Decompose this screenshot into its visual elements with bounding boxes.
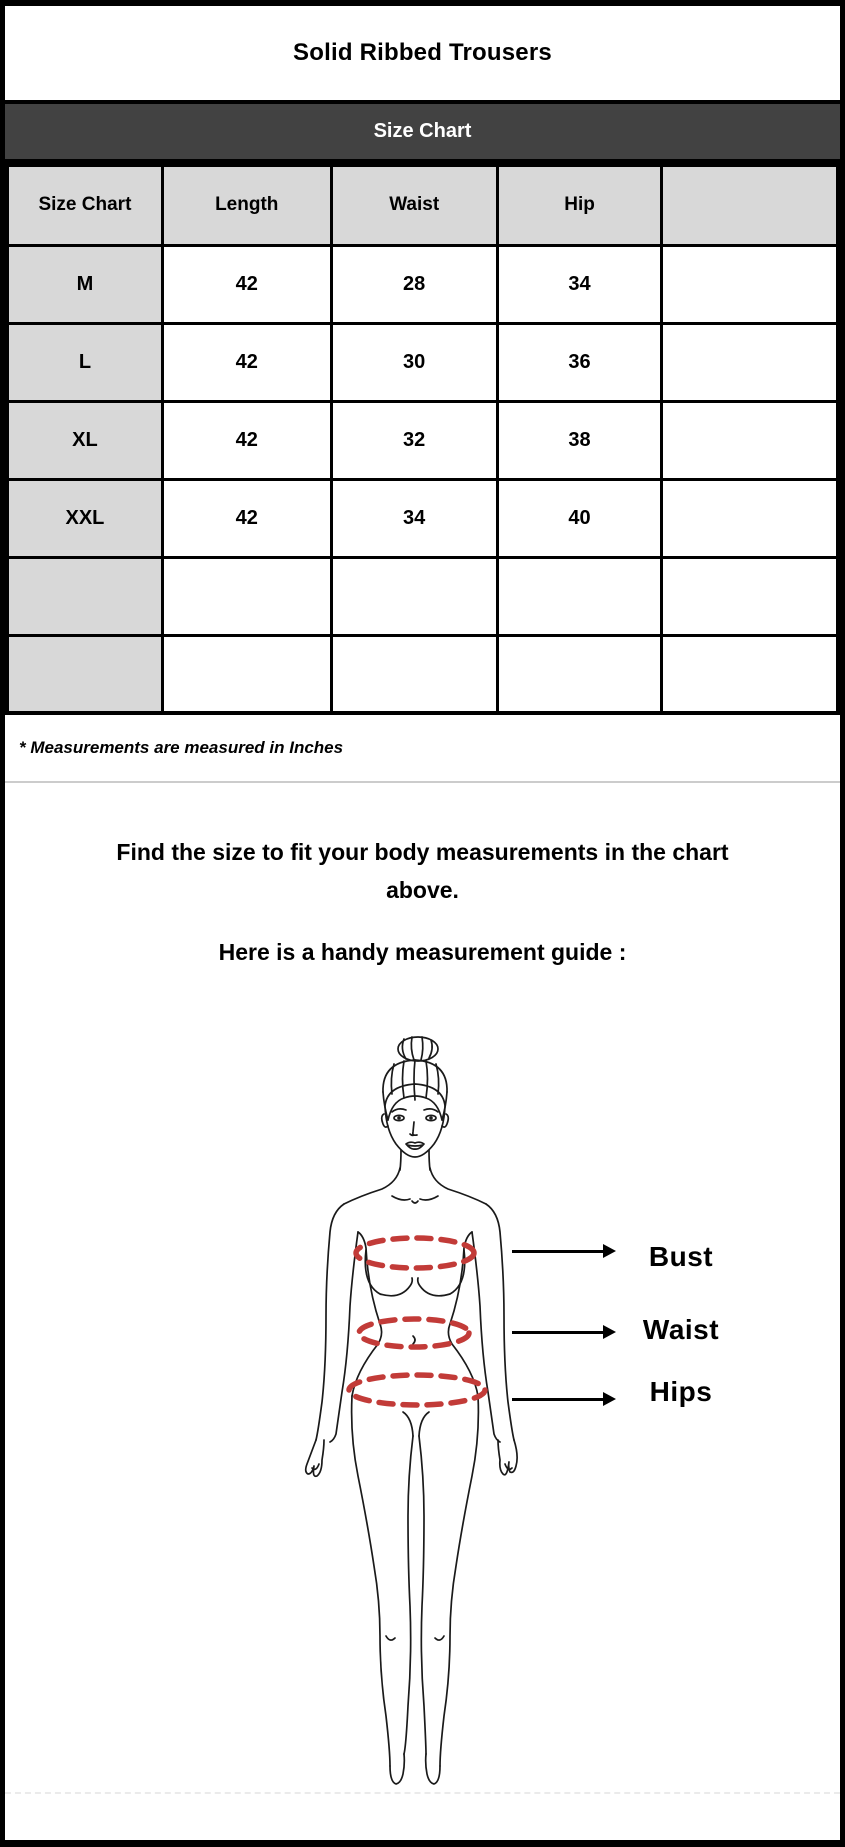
- woman-figure-illustration: [300, 1036, 520, 1788]
- length-cell: [162, 635, 331, 713]
- hip-cell: 36: [497, 323, 662, 401]
- extra-cell: [662, 557, 838, 635]
- column-header-size: Size Chart: [7, 165, 162, 245]
- size-cell: [7, 557, 162, 635]
- neck-shoulders: [344, 1150, 486, 1204]
- hip-cell: 38: [497, 401, 662, 479]
- hips-arrow-icon: [512, 1398, 604, 1401]
- length-cell: 42: [162, 323, 331, 401]
- waist-arrow-icon: [512, 1331, 604, 1334]
- hair-bun: [383, 1037, 447, 1120]
- measure-ellipses: [349, 1238, 485, 1405]
- size-chart-table: [5, 163, 840, 715]
- waist-cell: 32: [331, 401, 497, 479]
- size-cell: XL: [7, 401, 162, 479]
- waist-cell: 28: [331, 245, 497, 323]
- length-cell: [162, 557, 331, 635]
- extra-cell: [662, 479, 838, 557]
- hip-cell: 34: [497, 245, 662, 323]
- size-cell: M: [7, 245, 162, 323]
- guide-heading: Here is a handy measurement guide :: [218, 939, 627, 965]
- waist-cell: [331, 635, 497, 713]
- size-cell: [7, 635, 162, 713]
- table-row: [7, 245, 838, 323]
- extra-cell: [662, 245, 838, 323]
- column-header-extra: [662, 165, 838, 245]
- size-cell: L: [7, 323, 162, 401]
- bust-label: Bust: [648, 1241, 714, 1272]
- hip-cell: 40: [497, 479, 662, 557]
- product-title: Solid Ribbed Trousers: [293, 39, 552, 66]
- fit-instruction: Find the size to fit your body measurements in the chart above.: [116, 839, 729, 903]
- table-row: [7, 401, 838, 479]
- bottom-divider: [5, 1792, 840, 1794]
- column-header-length: Length: [162, 165, 331, 245]
- column-header-waist: Waist: [331, 165, 497, 245]
- torso: [352, 1232, 478, 1396]
- length-cell: 42: [162, 401, 331, 479]
- extra-cell: [662, 635, 838, 713]
- waist-cell: 30: [331, 323, 497, 401]
- waist-label: Waist: [642, 1314, 720, 1345]
- length-cell: 42: [162, 479, 331, 557]
- table-row-empty: [7, 635, 838, 713]
- table-row-empty: [7, 557, 838, 635]
- table-row: [7, 479, 838, 557]
- waist-cell: 34: [331, 479, 497, 557]
- bust-measure-ellipse: [356, 1238, 474, 1268]
- column-header-hip: Hip: [497, 165, 662, 245]
- extra-cell: [662, 323, 838, 401]
- size-cell: XXL: [7, 479, 162, 557]
- hips-measure-ellipse: [349, 1375, 485, 1405]
- hip-cell: [497, 635, 662, 713]
- guide-text-block: [5, 783, 840, 969]
- table-header-row: [7, 165, 838, 245]
- measurement-note-row: [5, 715, 840, 783]
- table-row: [7, 323, 838, 401]
- title-band: [5, 6, 840, 100]
- hip-cell: [497, 557, 662, 635]
- extra-cell: [662, 401, 838, 479]
- arms: [306, 1204, 517, 1476]
- hips-label: Hips: [649, 1376, 713, 1407]
- waist-cell: [331, 557, 497, 635]
- measurement-note: * Measurements are measured in Inches: [19, 738, 344, 757]
- length-cell: 42: [162, 245, 331, 323]
- bust-arrow-icon: [512, 1250, 604, 1253]
- measurement-guide-figure: [5, 969, 840, 1840]
- size-chart-banner: [5, 100, 840, 163]
- legs: [352, 1396, 479, 1784]
- size-chart-banner-label: Size Chart: [373, 120, 472, 142]
